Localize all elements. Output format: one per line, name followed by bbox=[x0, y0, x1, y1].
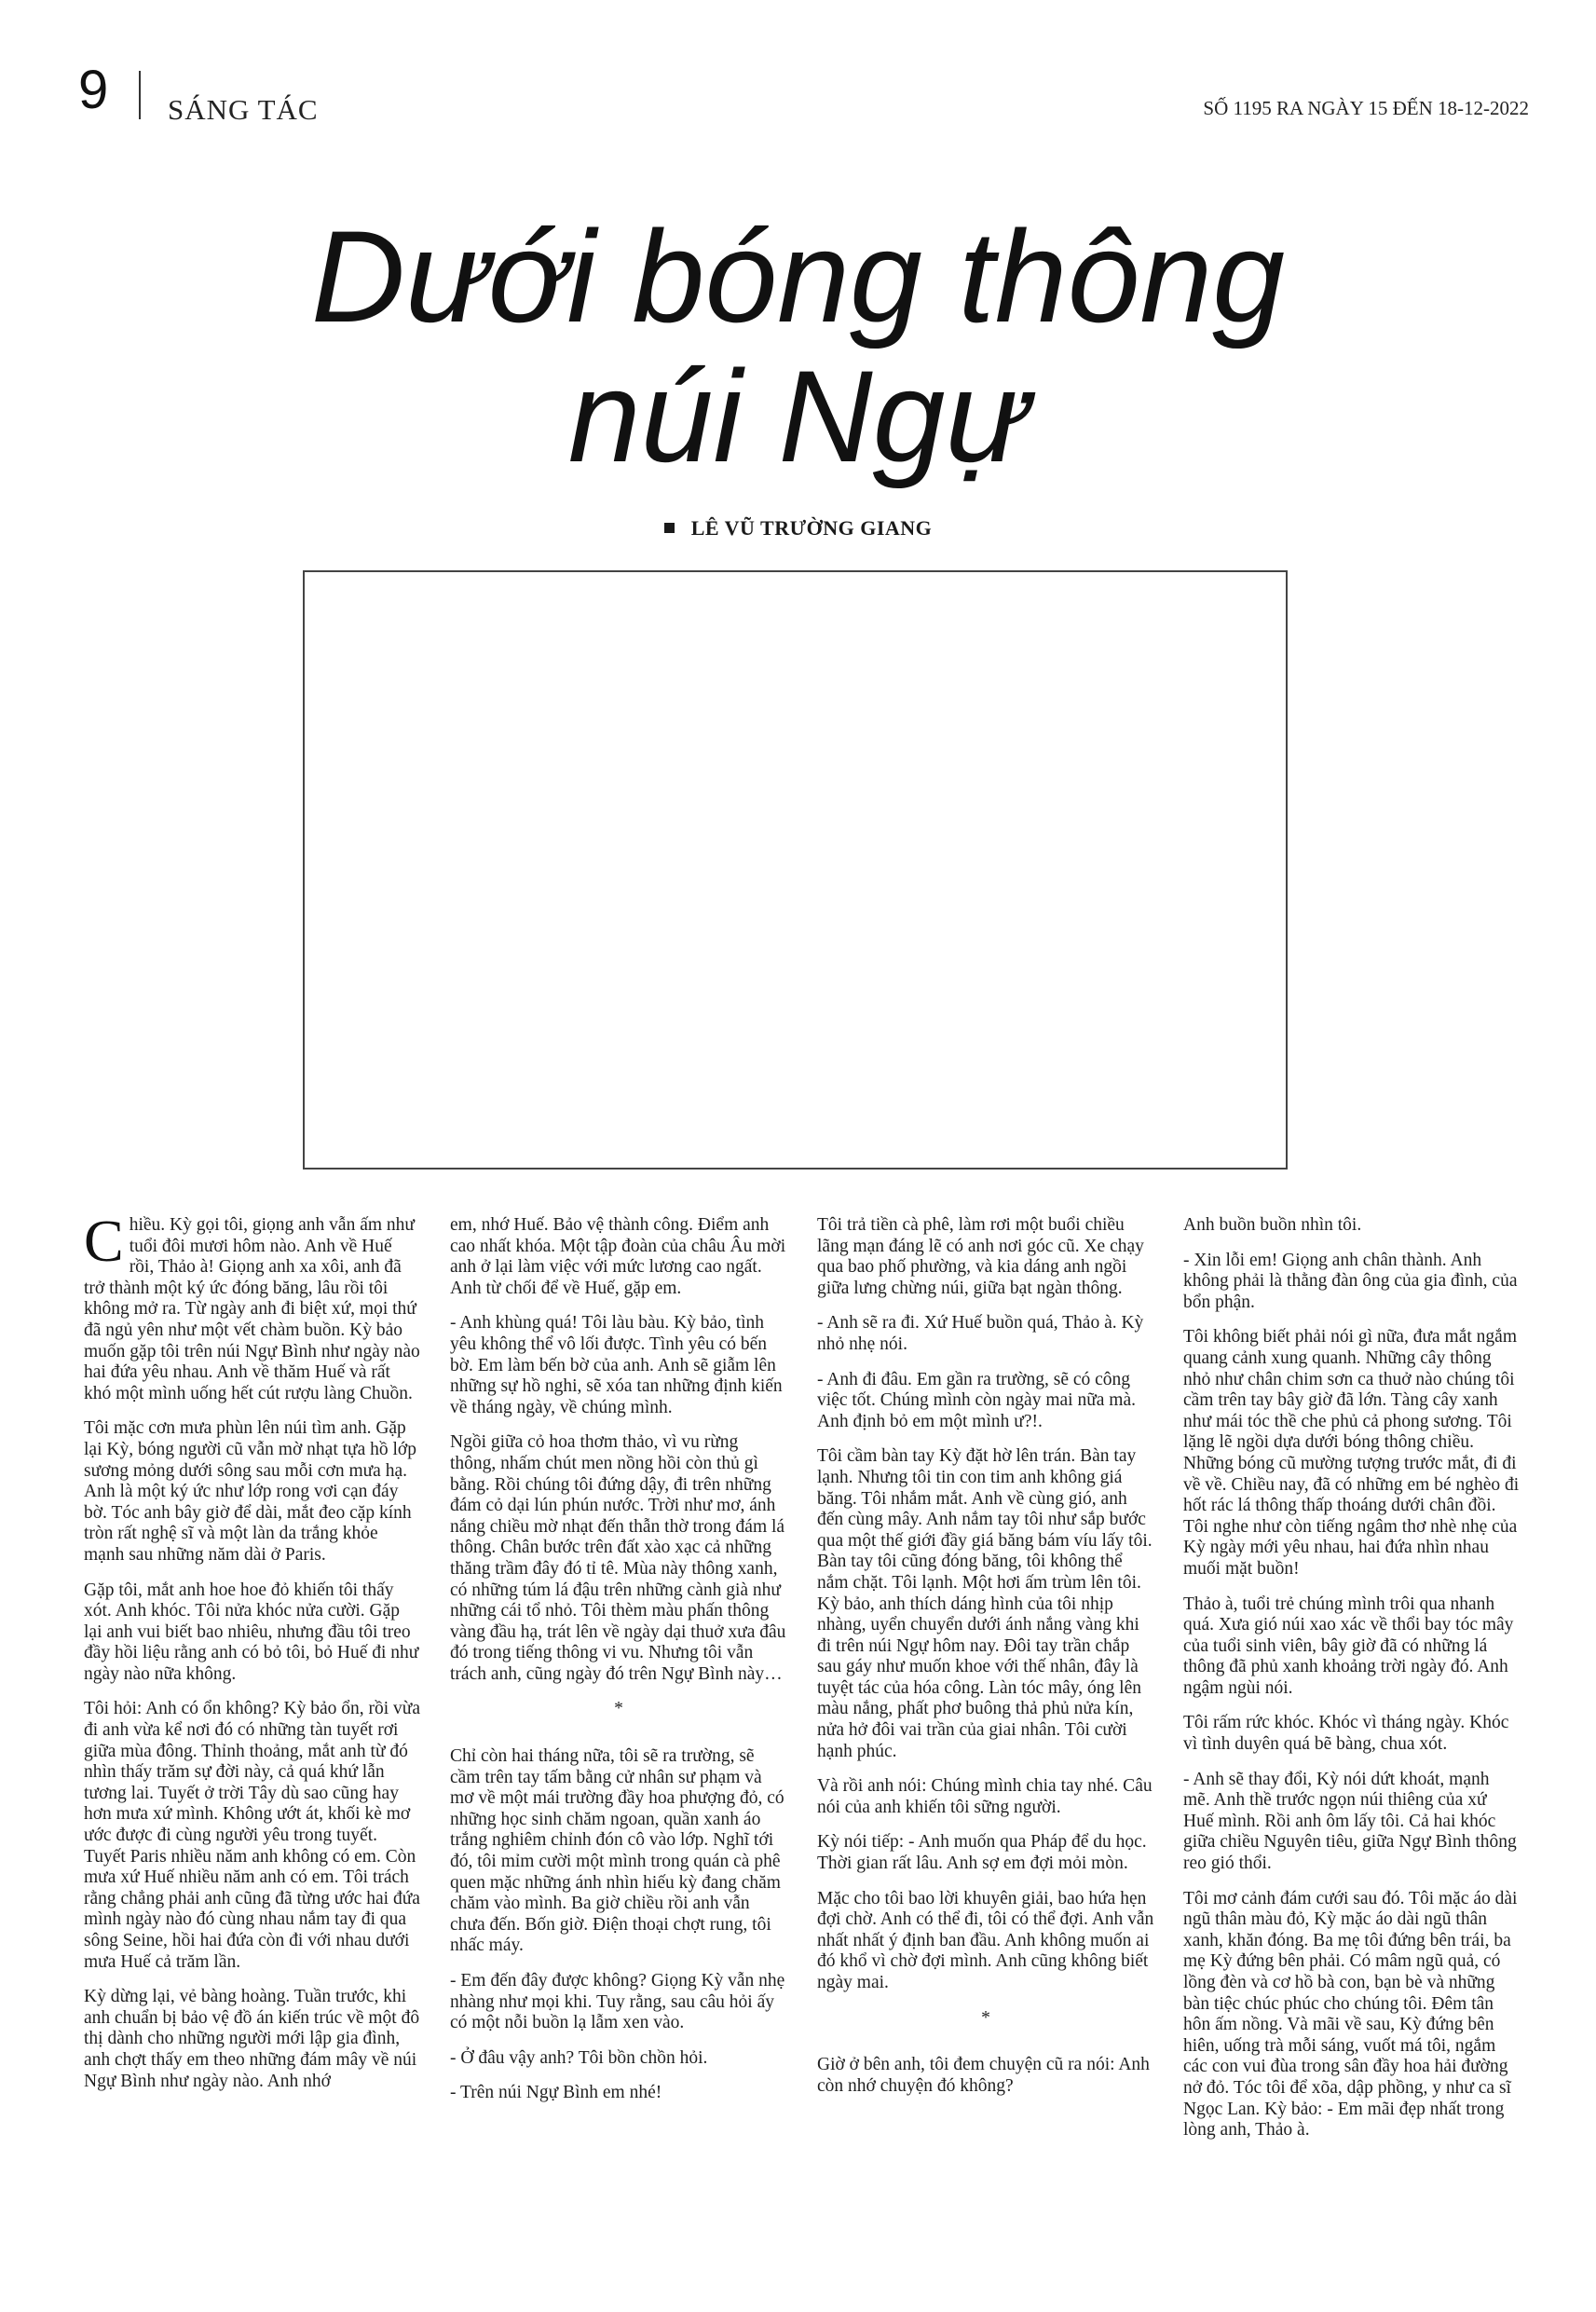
paragraph: Giờ ở bên anh, tôi đem chuyện cũ ra nói: Anh còn nhớ chuyện đó không? bbox=[817, 2055, 1150, 2096]
paragraph: Thảo à, tuổi trẻ chúng mình trôi qua nhanh quá. Xưa gió núi xao xác về thổi bay tóc mây của tuổi sinh viên, bây giờ đã có những lá thông đã phủ xanh khoảng trời ngày đó. Anh ngậm ngùi nói. bbox=[1183, 1594, 1514, 1698]
paragraph: Anh buồn buồn nhìn tôi. bbox=[1183, 1215, 1362, 1235]
paragraph: - Anh khùng quá! Tôi làu bàu. Kỳ bảo, tình yêu không thể vô lối được. Tình yêu có bến bờ. Em làm bến bờ của anh. Anh sẽ giẫm lên những sự hồ nghi, sẽ xóa tan những định kiến về tháng ngày, về chúng mình. bbox=[450, 1313, 783, 1417]
paragraph: Kỳ dừng lại, vẻ bàng hoàng. Tuần trước, khi anh chuẩn bị bảo vệ đồ án kiến trúc về một đô thị dành cho những người mới lập gia đình, anh chợt thấy em theo những đám mây về núi Ngự Bình như ngày nào. Anh nhớ bbox=[84, 1987, 420, 2091]
paragraph: Mặc cho tôi bao lời khuyên giải, bao hứa hẹn đợi chờ. Anh có thể đi, tôi có thể đợi. Anh vẫn nhất nhất ý định ban đầu. Anh không muốn ai đó khổ vì chờ đợi mình. Anh cũng không biết ngày mai. bbox=[817, 1888, 1154, 1992]
paragraph: - Anh sẽ ra đi. Xứ Huế buồn quá, Thảo à. Kỳ nhỏ nhẹ nói. bbox=[817, 1313, 1144, 1354]
paragraph: Ngồi giữa cỏ hoa thơm thảo, vì vu rừng thông, nhấm chút men nồng hồi còn thủ gì bằng. Rồi chúng tôi đứng dậy, đi trên những đám cỏ dại lún phún nước. Trời như mơ, ánh nắng chiều mờ nhạt đến thẫn thờ trong đám lá thông. Chân bước trên đất xào xạc cả những thăng trầm đây đó tỉ tê. Mùa này thông xanh, có những túm lá đậu trên những cành già như những cái tổ nhỏ. Tôi thèm màu phấn thông vàng đầu hạ, trát lên về ngày dại thuở xưa đâu đó trong tiếng thông vi vu. Nhưng tôi vẫn trách anh, cũng ngày đó trên Ngự Bình này… bbox=[450, 1432, 786, 1684]
section-break-star: * bbox=[614, 1699, 623, 1719]
column-1 bbox=[84, 1208, 421, 2106]
paragraph: - Anh đi đâu. Em gần ra trường, sẽ có công việc tốt. Chúng mình còn ngày mai nữa mà. Anh định bỏ em một mình ư?!. bbox=[817, 1369, 1137, 1431]
paragraph: Tôi không biết phải nói gì nữa, đưa mắt ngắm quang cảnh xung quanh. Những cây thông nhỏ như chân chim sơn ca thuở nào chúng tôi cầm trên tay bây giờ đã lớn. Tàng cây xanh như mái tóc thề che phủ cả phong sương. Tôi lặng lẽ ngồi dựa dưới bóng thông chiều. Những bóng cũ mường tượng trước mắt, đi đi về về. Chiều nay, đã có những em bé nghèo đi hốt rác lá thông thấp thoáng dưới chân đồi. Tôi nghe như còn tiếng ngâm thơ nhè nhẹ của Kỳ ngày mới yêu nhau, hai đứa nhìn nhau muối mặt buồn! bbox=[1183, 1327, 1520, 1579]
article-title bbox=[140, 203, 1456, 489]
paragraph: Tôi rấm rức khóc. Khóc vì tháng ngày. Khóc vì tình duyên quá bẽ bàng, chua xót. bbox=[1183, 1713, 1509, 1755]
byline bbox=[0, 516, 1596, 540]
paragraph: Tôi mặc cơn mưa phùn lên núi tìm anh. Gặp lại Kỳ, bóng người cũ vẫn mờ nhạt tựa hồ lớp sương mỏng dưới sông sau mỗi cơn mưa hạ. Anh là một ký ức như lớp rong vơi cạn đáy bờ. Tóc anh bây giờ để dài, mắt đeo cặp kính tròn rất nghệ sĩ và một làn da trắng khỏe mạnh sau những năm dài ở Paris. bbox=[84, 1418, 416, 1565]
paragraph: - Ở đâu vậy anh? Tôi bồn chồn hỏi. bbox=[450, 2047, 708, 2068]
paragraph: - Xin lỗi em! Giọng anh chân thành. Anh không phải là thằng đàn ông của gia đình, của bổn phận. bbox=[1183, 1250, 1518, 1312]
column-3 bbox=[817, 1215, 1154, 2111]
section-break-star: * bbox=[981, 2007, 990, 2028]
paragraph: Kỳ nói tiếp: - Anh muốn qua Pháp để du học. Thời gian rất lâu. Anh sợ em đợi mỏi mòn. bbox=[817, 1832, 1147, 1874]
paragraph: Tôi mơ cảnh đám cưới sau đó. Tôi mặc áo dài ngũ thân màu đỏ, Kỳ mặc áo dài ngũ thân xanh, khăn đóng. Ba mẹ tôi đứng bên trái, ba mẹ Kỳ đứng bên phải. Có mâm ngũ quả, có lồng đèn và cơ hồ bà con, bạn bè và những bàn tiệc chúc phúc cho chúng tôi. Đêm tân hôn ấm nồng. Và mãi về sau, Kỳ đứng bên hiên, uống trà mỗi sáng, vuốt má tôi, ngắm các con vui đùa trong sân đầy hoa hải đường nở đỏ. Tóc tôi để xõa, dập phồng, y như ca sĩ Ngọc Lan. Kỳ bảo: - Em mãi đẹp nhất trong lòng anh, Thảo à. bbox=[1183, 1888, 1518, 2141]
drop-cap: C bbox=[84, 1208, 124, 1274]
column-2 bbox=[450, 1215, 787, 2118]
section-label: SÁNG TÁC bbox=[168, 93, 319, 126]
title-line-1: Dưới bóng thông bbox=[310, 203, 1286, 349]
paragraph: - Em đến đây được không? Giọng Kỳ vẫn nhẹ nhàng như mọi khi. Tuy rằng, sau câu hỏi ấy có một nỗi buồn lạ lẫm xen vào. bbox=[450, 1971, 785, 2033]
paragraph: Tôi cầm bàn tay Kỳ đặt hờ lên trán. Bàn tay lạnh. Nhưng tôi tin con tim anh không giá băng. Tôi nhắm mắt. Anh về cùng gió, anh đến cùng mây. Anh nắm tay tôi như sắp bước qua một thế giới đầy giá băng bám víu lấy tôi. Bàn tay tôi cũng đóng băng, tôi không thể nắm chặt. Tôi lạnh. Một hơi ấm trùm lên tôi. Kỳ bảo, anh thích dáng hình của tôi nhịp nhàng, uyển chuyển dưới ánh nắng vàng khi đi trên núi Ngự hôm nay. Đôi tay trần chắp sau gáy như muốn khoe với thế nhân, đây là tuyệt tác của hóa công. Làn tóc mây, óng lên màu nắng, phất phơ buông thả phủ nửa kín, nửa hở đôi vai trần của giai nhân. Tôi cười hạnh phúc. bbox=[817, 1446, 1153, 1761]
byline-square-icon bbox=[664, 523, 675, 533]
paragraph: Chiều. Kỳ gọi tôi, giọng anh vẫn ấm như tuổi đôi mươi hôm nào. Anh về Huế rồi, Thảo à! Giọng anh xa xôi, anh đã trở thành một ký ức đóng băng, lâu rồi tôi không mở ra. Từ ngày anh đi biệt xứ, mọi thứ đã ngủ yên như một vết chàm buồn. Kỳ bảo muốn gặp tôi trên núi Ngự Bình như ngày nào hai đứa yêu nhau. Anh về thăm Huế và rất khó một mình uống hết cút rượu làng Chuồn. bbox=[84, 1208, 420, 1403]
page-number: 9 bbox=[78, 60, 109, 120]
paragraph: - Trên núi Ngự Bình em nhé! bbox=[450, 2083, 662, 2103]
title-line-2: núi Ngự bbox=[567, 343, 1029, 489]
header-divider bbox=[139, 71, 141, 119]
paragraph: em, nhớ Huế. Bảo vệ thành công. Điểm anh cao nhất khóa. Một tập đoàn của châu Âu mời anh ở lại làm việc với mức lương cao ngất. Anh từ chối để về Huế, gặp em. bbox=[450, 1215, 786, 1298]
paragraph: Chỉ còn hai tháng nữa, tôi sẽ ra trường, sẽ cầm trên tay tấm bằng cử nhân sư phạm và mơ về một mái trường đầy hoa phượng đỏ, có những học sinh chăm ngoan, quần xanh áo trắng nghiêm chỉnh đón cô vào lớp. Nghĩ tới đó, tôi mỉm cười một mình trong quán cà phê quen mặc những ánh nhìn hiếu kỳ đang chăm chăm vào mình. Ba giờ chiều rồi anh vẫn chưa đến. Bốn giờ. Điện thoại chợt rung, tôi nhấc máy. bbox=[450, 1746, 784, 1956]
column-4 bbox=[1183, 1215, 1521, 2155]
paragraph: Gặp tôi, mắt anh hoe hoe đỏ khiến tôi thấy xót. Anh khóc. Tôi nửa khóc nửa cười. Gặp lại anh vui biết bao nhiêu, nhưng đầu tôi treo đầy hồi liệu rằng anh có bỏ tôi, bỏ Huế đi như ngày nào nữa không. bbox=[84, 1580, 419, 1684]
paragraph: - Anh sẽ thay đổi, Kỳ nói dứt khoát, mạnh mẽ. Anh thề trước ngọn núi thiêng của xứ Huế mình. Rồi anh ôm lấy tôi. Cả hai khóc giữa chiều Nguyên tiêu, giữa Ngự Bình thông reo gió thổi. bbox=[1183, 1769, 1517, 1874]
article-photo bbox=[303, 570, 1288, 1170]
author-name: LÊ VŨ TRƯỜNG GIANG bbox=[690, 516, 933, 540]
paragraph: Và rồi anh nói: Chúng mình chia tay nhé. Câu nói của anh khiến tôi sững người. bbox=[817, 1776, 1153, 1817]
paragraph: Tôi trả tiền cà phê, làm rơi một buổi chiều lãng mạn đáng lẽ có anh nơi góc cũ. Xe chạy qua bao phố phường, và kia dáng anh ngồi giữa lưng chừng núi, giữa bạt ngàn thông. bbox=[817, 1215, 1144, 1298]
paragraph: Tôi hỏi: Anh có ổn không? Kỳ bảo ổn, rồi vừa đi anh vừa kể nơi đó có những tàn tuyết rơi giữa mùa đông. Thỉnh thoảng, mắt anh từ đó nhìn thấy trăm sự đời này, cả quá khứ lẫn tương lai. Tuyết ở trời Tây dù sao cũng hay hơn mưa xứ mình. Không ướt át, khối kè mơ ước được đi cùng người yêu trong tuyết. Tuyết Paris nhiều năm anh không có em. Còn mưa xứ Huế nhiều năm anh có em. Tôi trách rằng chẳng phải anh cũng đã từng ước hai đứa mình ngày nào đó cùng nhau nắm tay đi qua sông Seine, hồi hai đứa còn đi với nhau dưới mưa Huế cả trăm lần. bbox=[84, 1699, 420, 1972]
issue-info: SỐ 1195 RA NGÀY 15 ĐẾN 18-12-2022 bbox=[1203, 97, 1529, 119]
